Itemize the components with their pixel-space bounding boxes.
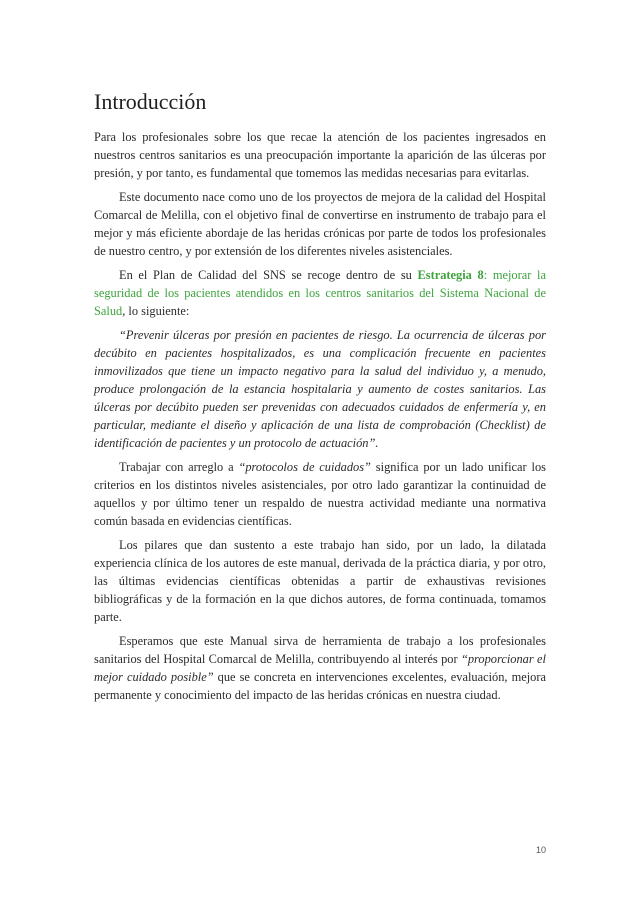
quote-paragraph: “Prevenir úlceras por presión en pacientes de riesgo. La ocurrencia de úlceras por decúbito en pacientes hospitalizados, es una complicación frecuente en pacientes inmovilizados que tiene un impacto negativo para la salud del individuo y, a menudo, produce prolongación de la estancia hospitalaria y aumento de costes sanitarios. Las úlceras por decúbito pueden ser prevenidas con adecuados cuidados de enfermería y, en particular, mediante el diseño y aplicación de una lista de comprobación (Checklist) de identificación de pacientes y un protocolo de actuación”. xyxy=(94,328,546,450)
paragraph-hope xyxy=(94,632,546,704)
section-title: Introducción xyxy=(94,89,207,114)
hope-text-post: que se concreta en intervenciones excelentes, evaluación, mejora permanente y conocimiento del impacto de las heridas crónicas en nuestra ciudad. xyxy=(94,670,546,702)
page-number: 10 xyxy=(535,845,546,855)
strategy-label: Estrategia 8 xyxy=(417,268,484,282)
protocols-text-post: significa por un lado unificar los criterios en los distintos niveles asistenciales, por otro lado garantizar la continuidad de aquellos y por último tener un respaldo de nuestra actividad mediante una normativa común basada en evidencias científicas. xyxy=(94,460,546,528)
protocols-italic: “protocolos de cuidados” xyxy=(238,460,371,474)
page-content xyxy=(94,88,546,710)
paragraph-sns-plan xyxy=(94,266,546,320)
hope-text-pre: Esperamos que este Manual sirva de herramienta de trabajo a los profesionales sanitarios del Hospital Comarcal de Melilla, contribuyendo al interés por xyxy=(94,634,546,666)
paragraph-protocols xyxy=(94,458,546,530)
paragraph-intro: Para los profesionales sobre los que recae la atención de los pacientes ingresados en nuestros centros sanitarios es una preocupación importante la aparición de las úlceras por presión, y por tanto, es fundamental que tomemos las medidas necesarias para evitarlas. xyxy=(94,130,546,180)
hope-italic: “proporcionar el mejor cuidado posible” xyxy=(94,652,546,684)
sns-plan-text: En el Plan de Calidad del SNS se recoge dentro de su xyxy=(119,268,418,282)
paragraph-pillars: Los pilares que dan sustento a este trabajo han sido, por un lado, la dilatada experiencia clínica de los autores de este manual, derivada de la práctica diaria, y por otro, las últimas evidencias científicas obtenidas a partir de exhaustivas revisiones bibliográficas y de la formación en la que dichos autores, de forma continuada, tomamos parte. xyxy=(94,538,546,624)
protocols-text-pre: Trabajar con arreglo a xyxy=(119,460,239,474)
strategy-text: : mejorar la seguridad de los pacientes atendidos en los centros sanitarios del Sistema Nacional de Salud xyxy=(94,268,546,318)
sns-plan-suffix: , lo siguiente: xyxy=(122,304,190,318)
paragraph-document-purpose: Este documento nace como uno de los proyectos de mejora de la calidad del Hospital Comarcal de Melilla, con el objetivo final de convertirse en instrumento de trabajo para el mejor y más eficiente abordaje de las heridas crónicas por parte de todos los profesionales de nuestro centro, y por extensión de los diferentes niveles asistenciales. xyxy=(94,190,546,258)
